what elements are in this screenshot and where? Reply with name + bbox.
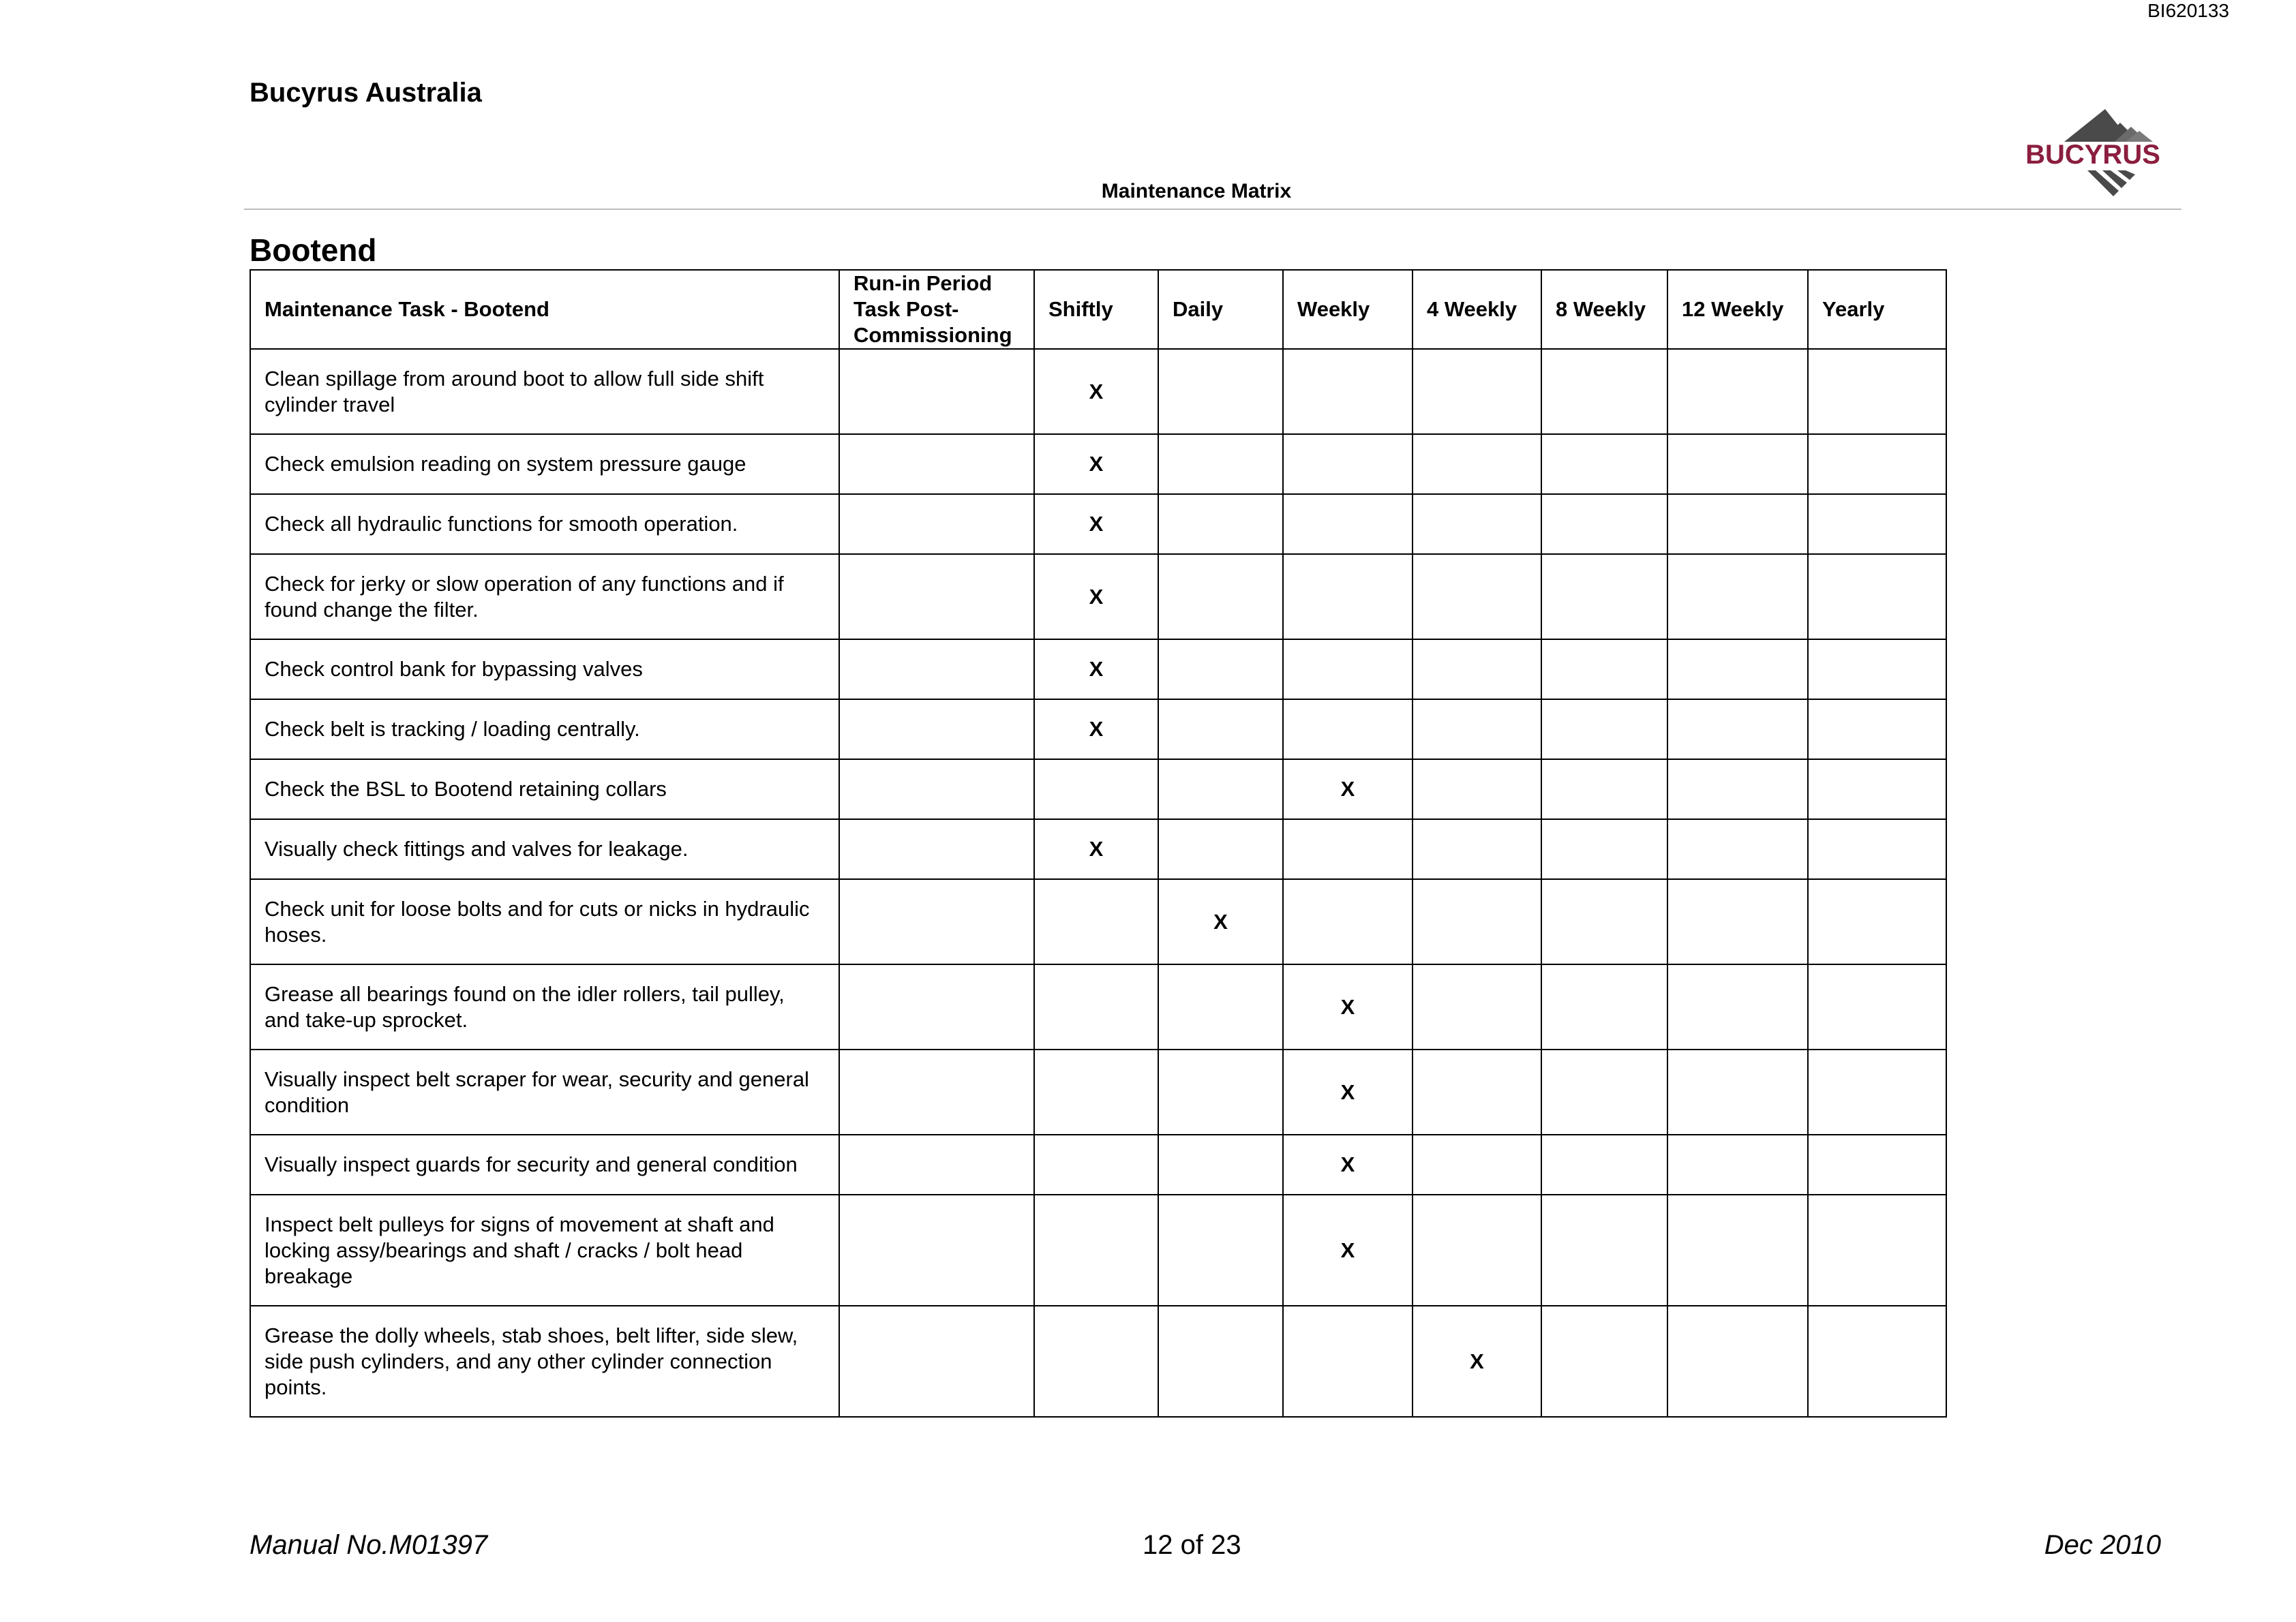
frequency-mark-cell (1283, 349, 1413, 434)
frequency-mark-cell (1158, 759, 1283, 819)
frequency-mark-cell: X (1034, 349, 1158, 434)
frequency-mark-cell: X (1034, 434, 1158, 494)
table-row (250, 879, 1946, 964)
task-cell: Check emulsion reading on system pressure gauge (250, 434, 839, 494)
task-cell: Check the BSL to Bootend retaining collars (250, 759, 839, 819)
header-shiftly: Shiftly (1034, 270, 1158, 349)
table-row (250, 434, 1946, 494)
frequency-mark-cell (1808, 879, 1946, 964)
frequency-mark-cell (1667, 494, 1808, 554)
frequency-mark-cell (1808, 494, 1946, 554)
frequency-mark-cell (1667, 879, 1808, 964)
frequency-mark-cell (1667, 1306, 1808, 1417)
document-id: BI620133 (2147, 0, 2229, 21)
frequency-mark-cell (1283, 819, 1413, 879)
frequency-mark-cell (1158, 1195, 1283, 1306)
frequency-mark-cell (839, 494, 1034, 554)
header-weekly: Weekly (1283, 270, 1413, 349)
frequency-mark-cell (1283, 879, 1413, 964)
frequency-mark-cell (1808, 964, 1946, 1050)
frequency-mark-cell (1541, 879, 1667, 964)
frequency-mark-cell (839, 1135, 1034, 1195)
header-divider (244, 209, 2181, 210)
frequency-mark-cell: X (1034, 554, 1158, 639)
table-row (250, 1050, 1946, 1135)
frequency-mark-cell (1158, 699, 1283, 759)
table-row (250, 964, 1946, 1050)
frequency-mark-cell (1158, 964, 1283, 1050)
header-daily: Daily (1158, 270, 1283, 349)
logo-text: BUCYRUS (2025, 140, 2160, 170)
table-row (250, 1195, 1946, 1306)
task-cell: Check all hydraulic functions for smooth operation. (250, 494, 839, 554)
frequency-mark-cell: X (1283, 1195, 1413, 1306)
frequency-mark-cell (1667, 1050, 1808, 1135)
frequency-mark-cell (1158, 819, 1283, 879)
frequency-mark-cell (1541, 964, 1667, 1050)
frequency-mark-cell: X (1034, 699, 1158, 759)
frequency-mark-cell (1158, 1135, 1283, 1195)
task-cell: Visually inspect belt scraper for wear, security and general condition (250, 1050, 839, 1135)
footer-page-number: 12 of 23 (1143, 1530, 1241, 1560)
frequency-mark-cell (1541, 1195, 1667, 1306)
frequency-mark-cell (1808, 699, 1946, 759)
frequency-mark-cell: X (1283, 1050, 1413, 1135)
task-cell: Check unit for loose bolts and for cuts or nicks in hydraulic hoses. (250, 879, 839, 964)
table-header-row (250, 270, 1946, 349)
frequency-mark-cell (1034, 759, 1158, 819)
table-row (250, 1306, 1946, 1417)
table-row (250, 494, 1946, 554)
frequency-mark-cell (1808, 434, 1946, 494)
frequency-mark-cell (1808, 349, 1946, 434)
header-12-weekly: 12 Weekly (1667, 270, 1808, 349)
company-name: Bucyrus Australia (250, 78, 482, 108)
frequency-mark-cell (839, 1195, 1034, 1306)
frequency-mark-cell (1158, 434, 1283, 494)
frequency-mark-cell (1413, 434, 1541, 494)
frequency-mark-cell (839, 964, 1034, 1050)
frequency-mark-cell (1541, 639, 1667, 699)
task-cell: Visually check fittings and valves for leakage. (250, 819, 839, 879)
frequency-mark-cell (1413, 554, 1541, 639)
table-row (250, 349, 1946, 434)
header-4-weekly: 4 Weekly (1413, 270, 1541, 349)
frequency-mark-cell (1158, 639, 1283, 699)
frequency-mark-cell (1541, 349, 1667, 434)
frequency-mark-cell (1413, 1195, 1541, 1306)
frequency-mark-cell (1034, 1195, 1158, 1306)
frequency-mark-cell: X (1413, 1306, 1541, 1417)
frequency-mark-cell (839, 879, 1034, 964)
frequency-mark-cell (1541, 759, 1667, 819)
table-row (250, 759, 1946, 819)
frequency-mark-cell (1808, 1050, 1946, 1135)
frequency-mark-cell (1808, 1135, 1946, 1195)
frequency-mark-cell (1413, 494, 1541, 554)
frequency-mark-cell (1541, 1050, 1667, 1135)
frequency-mark-cell (1808, 759, 1946, 819)
frequency-mark-cell (1413, 759, 1541, 819)
frequency-mark-cell: X (1034, 639, 1158, 699)
frequency-mark-cell (1541, 1135, 1667, 1195)
frequency-mark-cell (1413, 1135, 1541, 1195)
task-cell: Grease all bearings found on the idler rollers, tail pulley, and take-up sprocket. (250, 964, 839, 1050)
footer-manual-number: Manual No.M01397 (250, 1530, 488, 1560)
frequency-mark-cell (1667, 1135, 1808, 1195)
frequency-mark-cell (1541, 699, 1667, 759)
frequency-mark-cell (839, 434, 1034, 494)
frequency-mark-cell (1158, 349, 1283, 434)
task-cell: Visually inspect guards for security and general condition (250, 1135, 839, 1195)
frequency-mark-cell: X (1034, 819, 1158, 879)
frequency-mark-cell (1667, 759, 1808, 819)
frequency-mark-cell: X (1034, 494, 1158, 554)
footer-date: Dec 2010 (2044, 1530, 2161, 1560)
frequency-mark-cell (839, 759, 1034, 819)
frequency-mark-cell (839, 819, 1034, 879)
task-cell: Check belt is tracking / loading centrally. (250, 699, 839, 759)
frequency-mark-cell (1158, 1050, 1283, 1135)
frequency-mark-cell (1808, 819, 1946, 879)
frequency-mark-cell: X (1158, 879, 1283, 964)
frequency-mark-cell (1283, 434, 1413, 494)
frequency-mark-cell (839, 349, 1034, 434)
frequency-mark-cell (1541, 819, 1667, 879)
table-row (250, 639, 1946, 699)
frequency-mark-cell (1808, 554, 1946, 639)
frequency-mark-cell (839, 699, 1034, 759)
frequency-mark-cell (1541, 434, 1667, 494)
frequency-mark-cell (1667, 554, 1808, 639)
maintenance-matrix-table (250, 269, 1947, 1418)
frequency-mark-cell (1158, 1306, 1283, 1417)
frequency-mark-cell (1034, 1050, 1158, 1135)
frequency-mark-cell (1158, 494, 1283, 554)
frequency-mark-cell (1541, 494, 1667, 554)
table-row (250, 699, 1946, 759)
frequency-mark-cell (839, 639, 1034, 699)
section-title: Bootend (250, 232, 377, 268)
frequency-mark-cell (1283, 1306, 1413, 1417)
task-cell: Clean spillage from around boot to allow full side shift cylinder travel (250, 349, 839, 434)
matrix-title: Maintenance Matrix (1101, 180, 1292, 202)
frequency-mark-cell (1667, 699, 1808, 759)
frequency-mark-cell (839, 1050, 1034, 1135)
frequency-mark-cell (1413, 964, 1541, 1050)
frequency-mark-cell (1413, 349, 1541, 434)
frequency-mark-cell (1034, 879, 1158, 964)
header-8-weekly: 8 Weekly (1541, 270, 1667, 349)
frequency-mark-cell: X (1283, 1135, 1413, 1195)
header-yearly: Yearly (1808, 270, 1946, 349)
frequency-mark-cell (1808, 639, 1946, 699)
frequency-mark-cell (1667, 639, 1808, 699)
frequency-mark-cell: X (1283, 759, 1413, 819)
frequency-mark-cell (1667, 1195, 1808, 1306)
header-task: Maintenance Task - Bootend (250, 270, 839, 349)
frequency-mark-cell (1413, 639, 1541, 699)
table-row (250, 554, 1946, 639)
task-cell: Grease the dolly wheels, stab shoes, belt lifter, side slew, side push cylinders, and any other cylinder connection points. (250, 1306, 839, 1417)
frequency-mark-cell (1413, 879, 1541, 964)
task-cell: Inspect belt pulleys for signs of movement at shaft and locking assy/bearings and shaft / cracks / bolt head breakage (250, 1195, 839, 1306)
frequency-mark-cell (1283, 554, 1413, 639)
table-body (250, 349, 1946, 1417)
frequency-mark-cell (1034, 1135, 1158, 1195)
frequency-mark-cell (839, 554, 1034, 639)
table-row (250, 1135, 1946, 1195)
frequency-mark-cell (1808, 1195, 1946, 1306)
frequency-mark-cell (1283, 639, 1413, 699)
frequency-mark-cell (1034, 1306, 1158, 1417)
frequency-mark-cell (1541, 1306, 1667, 1417)
table-row (250, 819, 1946, 879)
frequency-mark-cell (1413, 819, 1541, 879)
frequency-mark-cell (1667, 349, 1808, 434)
frequency-mark-cell (1413, 1050, 1541, 1135)
frequency-mark-cell (1283, 699, 1413, 759)
frequency-mark-cell (1034, 964, 1158, 1050)
task-cell: Check for jerky or slow operation of any functions and if found change the filter. (250, 554, 839, 639)
frequency-mark-cell (1283, 494, 1413, 554)
frequency-mark-cell (839, 1306, 1034, 1417)
frequency-mark-cell (1667, 964, 1808, 1050)
frequency-mark-cell (1541, 554, 1667, 639)
frequency-mark-cell (1158, 554, 1283, 639)
frequency-mark-cell: X (1283, 964, 1413, 1050)
frequency-mark-cell (1667, 434, 1808, 494)
task-cell: Check control bank for bypassing valves (250, 639, 839, 699)
frequency-mark-cell (1808, 1306, 1946, 1417)
frequency-mark-cell (1667, 819, 1808, 879)
header-run-in-period: Run-in Period Task Post-Commissioning (839, 270, 1034, 349)
frequency-mark-cell (1413, 699, 1541, 759)
